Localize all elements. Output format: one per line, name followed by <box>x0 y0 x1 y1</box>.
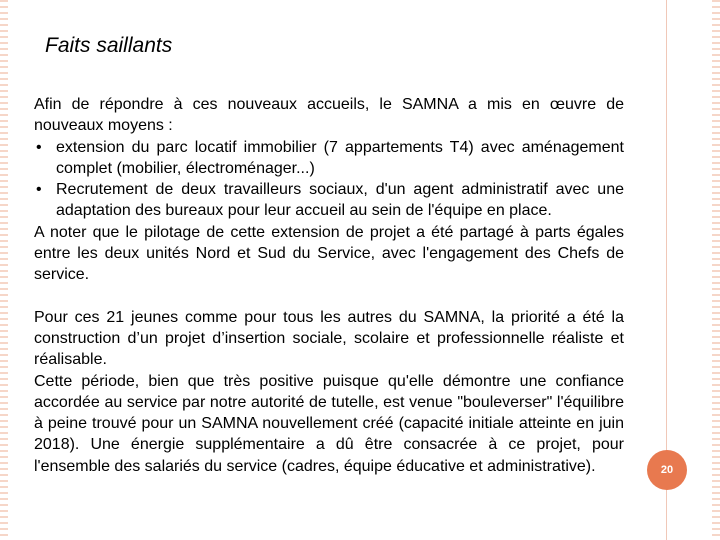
right-decorative-border <box>712 0 720 540</box>
note-paragraph: A noter que le pilotage de cette extension de projet a été partagé à parts égales entre les deux unités Nord et Sud du Service, avec l'engagement des Chefs de service. <box>34 223 624 284</box>
page-number-badge: 20 <box>647 450 687 490</box>
left-decorative-border <box>0 0 8 540</box>
intro-paragraph: Afin de répondre à ces nouveaux accueils, le SAMNA a mis en œuvre de nouveaux moyens : <box>34 96 624 135</box>
slide-title: Faits saillants <box>45 34 173 57</box>
period-paragraph: Cette période, bien que très positive puisque qu'elle démontre une confiance accordée au service par notre autorité de tutelle, est venue "bouleverser" l'équilibre à peine trouvé pour un SAMNA nouvellement créé (capacité initiale atteinte en juin 2018). Une énergie supplémentaire a dû être consacrée à ce projet, pour l'ensemble des salariés du service (cadres, équipe éducative et administrative). <box>34 372 624 475</box>
slide-body <box>34 94 624 477</box>
priority-paragraph: Pour ces 21 jeunes comme pour tous les autres du SAMNA, la priorité a été la construction d’un projet d’insertion sociale, scolaire et professionnelle réaliste et réalisable. <box>34 308 624 369</box>
paragraph-spacer <box>34 286 624 307</box>
bullet-list <box>34 137 624 222</box>
bullet-item: • extension du parc locatif immobilier (7 appartements T4) avec aménagement complet (mobilier, électroménager...) <box>34 137 624 180</box>
bullet-item: • Recrutement de deux travailleurs sociaux, d'un agent administratif avec une adaptation des bureaux pour leur accueil au sein de l'équipe en place. <box>34 179 624 222</box>
